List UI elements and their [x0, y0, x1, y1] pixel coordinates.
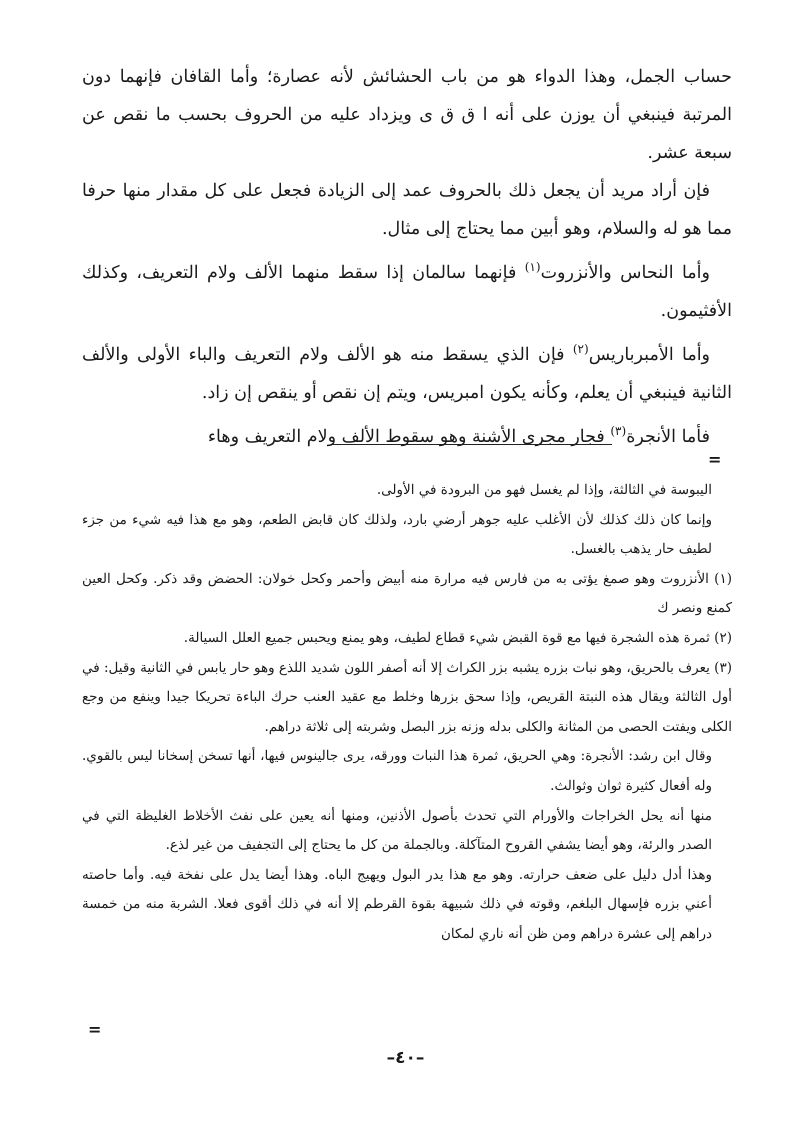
main-paragraph-4	[82, 330, 732, 412]
paragraph-3-rest: فإنهما سالمان إذا سقط منهما الألف ولام التعريف، وكذلك الأفثيمون.	[82, 263, 732, 321]
continuation-mark-top: =	[708, 450, 722, 469]
continuation-mark-bottom: =	[88, 1020, 102, 1039]
footnote-separator	[332, 444, 612, 445]
paragraph-4-rest: فإن الذي يسقط منه هو الألف ولام التعريف والباء الأولى والألف الثانية فينبغي أن يعلم، وكأنه يكون امبريس، ويتم إن نقص أو ينقص إن زاد.	[82, 345, 732, 403]
main-paragraph-3	[82, 248, 732, 330]
page-number: –٤٠–	[386, 1048, 425, 1068]
footnote-3-paragraph-2: وقال ابن رشد: الأنجرة: وهي الحريق، ثمرة هذا النبات وورقه، يرى جالينوس فيها، أنها تسخن إسخانا ليس بالقوي. وله أفعال كثيرة ثوان وثوالث.	[82, 748, 712, 794]
footnote-1: (١) الأنزروت وهو صمغ يؤتى به من فارس فيه مرارة منه أبيض وأحمر وكحل خولان: الحضض وقد ذكر. وكحل العين كمنع ونصر ك	[82, 570, 732, 617]
main-paragraph-2: فإن أراد مريد أن يجعل ذلك بالحروف عمد إلى الزيادة فجعل على كل مقدار منها حرفا مما هو له والسلام، وهو أبين مما يحتاج إلى مثال.	[82, 181, 732, 239]
footnote-ref-2: (٢)	[572, 342, 589, 356]
footnote-ref-1: (١)	[524, 260, 541, 274]
main-paragraph-1: حساب الجمل، وهذا الدواء هو من باب الحشائش لأنه عصارة؛ وأما القافان فإنهما دون المرتبة فينبغي أن يوزن على أنه ا ق ق ى ويزداد عليه من الحروف بحسب ما نقص عن سبعة عشر.	[82, 67, 732, 163]
footnote-3: (٣) يعرف بالحريق، وهو نبات بزره يشبه بزر الكراث إلا أنه أصفر اللون شديد اللذع وهو حار يابس في الثانية وقيل: في أول الثالثة ويقال هذه النبتة القريص، وإذا سحق بزرها وخلط مع عقيد العنب حرك الباءة تحريكا جيدا وينفع من وجع الكلى ويفتت الحصى من المثانة والكلى بدله وزنه بزر البصل وشربته إلى ثلاثة دراهم.	[82, 659, 732, 735]
paragraph-5-lead: فأما الأنجرة	[626, 427, 710, 447]
footnotes	[82, 476, 732, 950]
paragraph-4-lead: وأما الأمبرباريس	[588, 345, 711, 365]
footnote-3-paragraph-4: وهذا أدل دليل على ضعف حرارته. وهو مع هذا يدر البول ويهيج الباه. وهذا أيضا يدل على نفخة فيه. وأما حاصته أعني بزره فإسهال البلغم، وقوته في ذلك شبيهة بقوة القرطم إلا أنه في ذلك أقوى فعلا. الشربة منه من خمسة دراهم إلى عشرة دراهم ومن ظن أنه ناري لمكان	[82, 866, 712, 942]
paragraph-3-lead: وأما النحاس والأنزروت	[540, 263, 710, 283]
main-text	[82, 58, 732, 456]
footnote-ref-3: (٣)	[610, 424, 627, 438]
main-paragraph-5	[82, 412, 732, 456]
footnote-continuation-paragraph: وإنما كان ذلك كذلك لأن الأغلب عليه جوهر أرضي بارد، ولذلك كان قابض الطعم، وهو مع هذا فيه شيء من جزء لطيف حار يذهب بالغسل.	[82, 511, 712, 558]
footnote-continuation-line: اليبوسة في الثالثة، وإذا لم يغسل فهو من البرودة في الأولى.	[376, 482, 712, 498]
footnote-3-paragraph-3: منها أنه يحل الخراجات والأورام التي تحدث بأصول الأذنين، ومنها أنه يعين على نفث الأخلاط الغليظة التي في الصدر والرئة، وهو أيضا يشفي القروح المتآكلة. وبالجملة من كل ما يحتاج إلى التجفيف من غير لذع.	[82, 807, 712, 854]
paragraph-5-rest: فجار مجرى الأشنة وهو سقوط الألف ولام التعريف وهاء	[207, 427, 611, 447]
footnote-2: (٢) ثمرة هذه الشجرة فيها مع قوة القبض شيء قطاع لطيف، وهو يمنع ويحبس جميع العلل السيالة.	[183, 629, 732, 646]
